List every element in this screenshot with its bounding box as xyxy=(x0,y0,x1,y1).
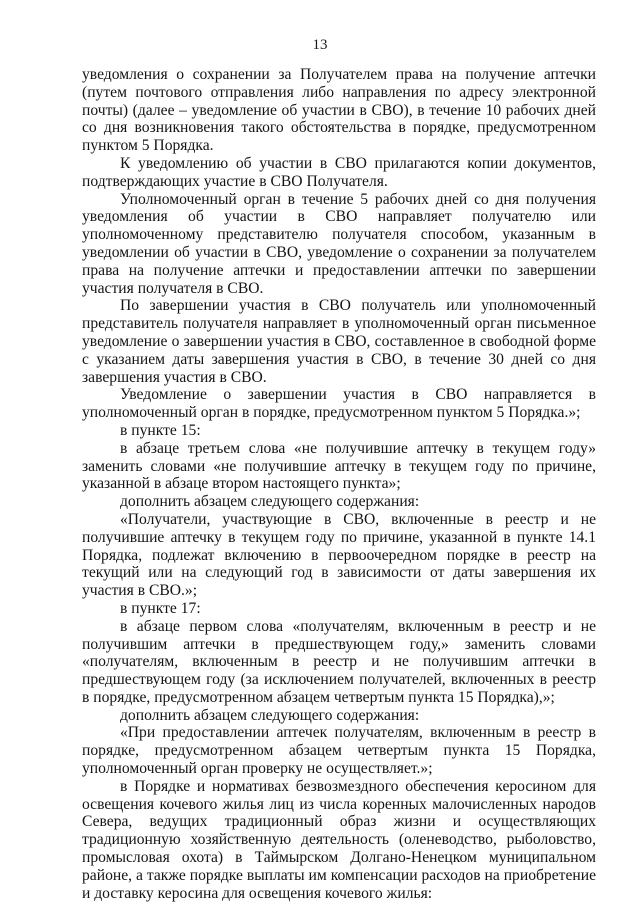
paragraph-notification-continuation: уведомления о сохранении за Получателем права на получение аптечки (путем почтового отправления либо направления по адресу электронной почты) (далее – уведомление об участии в СВО), в течение 10 рабочих дней со дня возникновения такого обстоятельства в порядке, предусмотренном пунктом 5 Порядка. xyxy=(82,66,596,155)
paragraph-completion-notification: По завершении участия в СВО получатель или уполномоченный представитель получателя направляет в уполномоченный орган письменное уведомление о завершении участия в СВО, составленное в свободной форме с указанием даты завершения участия в СВО, в течение 30 дней со дня завершения участия в СВО. xyxy=(82,297,596,386)
paragraph-kerosene-order: в Порядке и нормативах безвозмездного обеспечения керосином для освещения кочевого жилья лиц из числа коренных малочисленных народов Севера, ведущих традиционный образ жизни и осуществляющих традиционную хозяйственную деятельность (оленеводство, рыболовство, промысловая охота) в Таймырском Долгано-Ненецком муниципальном районе, а также порядке выплаты им компенсации расходов на приобретение и доставку керосина для освещения кочевого жилья: xyxy=(82,777,596,902)
paragraph-item-15-replace: в абзаце третьем слова «не получившие аптечку в текущем году» заменить словами «не получившие аптечку в текущем году по причине, указанной в абзаце втором настоящего пункта»; xyxy=(82,439,596,493)
document-body xyxy=(82,66,596,902)
paragraph-item-15-heading: в пункте 15: xyxy=(120,421,201,439)
paragraph-item-17-heading: в пункте 17: xyxy=(120,599,201,617)
page-number: 13 xyxy=(312,37,328,53)
paragraph-attached-documents: К уведомлению об участии в СВО прилагаются копии документов, подтверждающих участие в СВО Получателя. xyxy=(82,154,596,190)
paragraph-add-clause-2: дополнить абзацем следующего содержания: xyxy=(120,706,420,724)
paragraph-new-clause-no-check: «При предоставлении аптечек получателям, включенным в реестр в порядке, предусмотренном абзацем четвертым пункта 15 Порядка, уполномоченный орган проверку не осуществляет.»; xyxy=(82,724,596,778)
paragraph-add-clause-1: дополнить абзацем следующего содержания: xyxy=(120,493,420,511)
paragraph-completion-submission: Уведомление о завершении участия в СВО направляется в уполномоченный орган в порядке, предусмотренном пунктом 5 Порядка.»; xyxy=(82,386,596,422)
paragraph-new-clause-recipients: «Получатели, участвующие в СВО, включенные в реестр и не получившие аптечку в текущем году по причине, указанной в пункте 14.1 Порядка, подлежат включению в первоочередном порядке в реестр на текущий или на следующий год в зависимости от даты завершения их участия в СВО.»; xyxy=(82,510,596,600)
paragraph-item-17-replace: в абзаце первом слова «получателям, включенным в реестр и не получившим аптечки в предшествующем году,» заменить словами «получателям, включенным в реестр и не получившим аптечки в предшествующем году (за исключением получателей, включенных в реестр в порядке, предусмотренном абзацем четвертым пункта 15 Порядка),»; xyxy=(82,617,596,706)
paragraph-authorized-body-response: Уполномоченный орган в течение 5 рабочих дней со дня получения уведомления об участии в СВО направляет получателю или уполномоченному представителю получателя способом, указанным в уведомлении об участии в СВО, уведомление о сохранении за получателем права на получение аптечки и предоставлении аптечки по завершении участия получателя в СВО. xyxy=(82,190,596,297)
